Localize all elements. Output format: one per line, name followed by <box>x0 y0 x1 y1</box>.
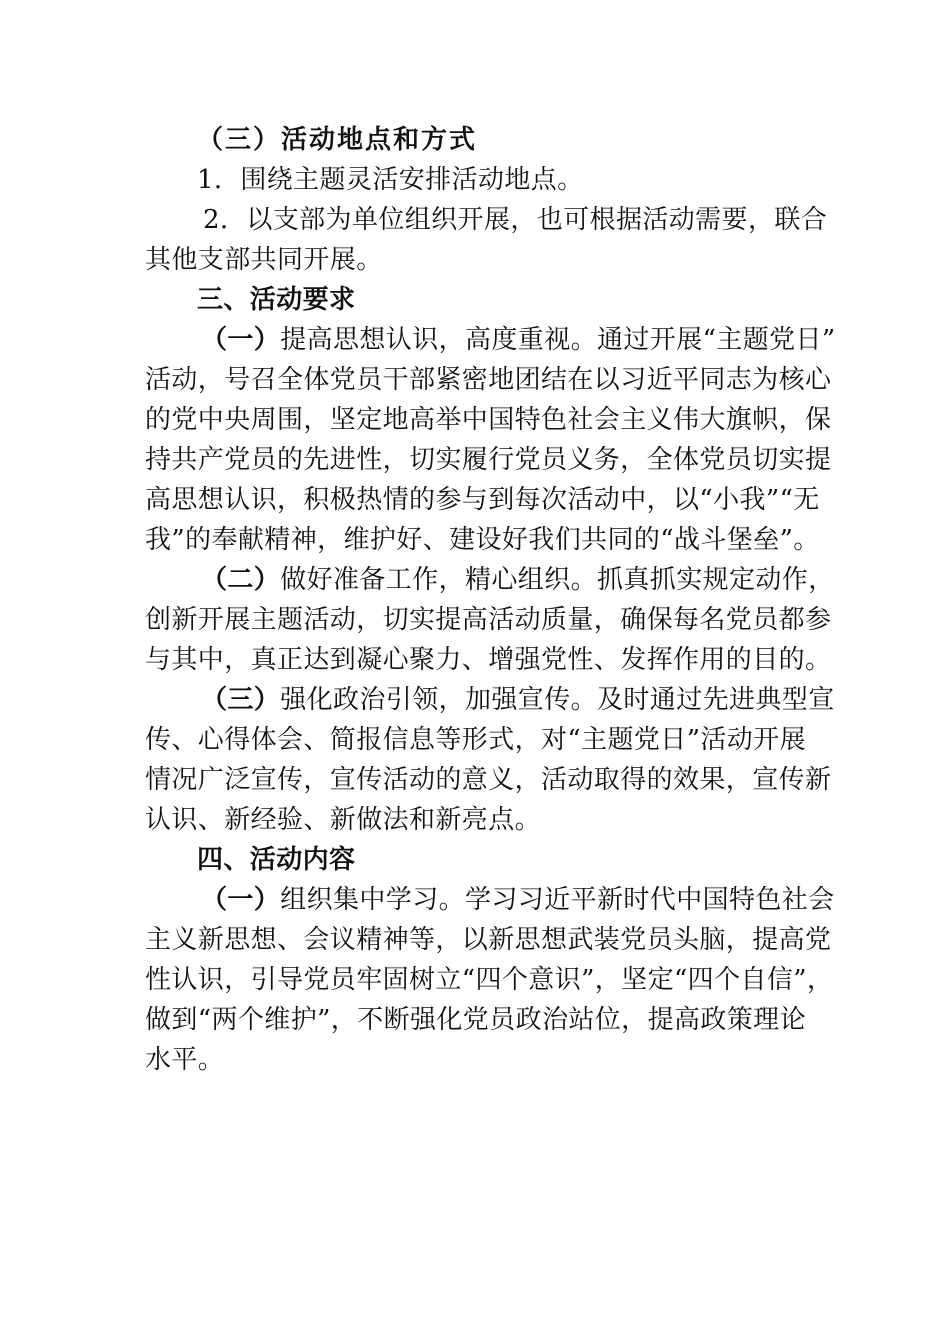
requirement-3-lead: （三） <box>201 685 281 715</box>
section-3-item-1: 1．围绕主题灵活安排活动地点。 <box>197 165 584 195</box>
requirement-3-line-1 <box>145 680 835 720</box>
document-body <box>145 120 836 1080</box>
requirement-3-line-4: 认识、新经验、新做法和新亮点。 <box>145 805 542 835</box>
content-1-line-5: 水平。 <box>145 1045 225 1075</box>
section-3-item-2-line-1: 2．以支部为单位组织开展，也可根据活动需要，联合 <box>203 205 828 235</box>
part-4-heading: 四、活动内容 <box>197 845 356 875</box>
requirement-1-line-4: 持共产党员的先进性，切实履行党员义务，全体党员切实提 <box>145 445 832 475</box>
part-3-heading: 三、活动要求 <box>197 285 356 315</box>
requirement-2-line-2: 创新开展主题活动，切实提高活动质量，确保每名党员都参 <box>145 605 832 635</box>
requirement-2-line-3: 与其中，真正达到凝心聚力、增强党性、发挥作用的目的。 <box>145 645 832 675</box>
requirement-2-line-1 <box>145 560 835 600</box>
content-1-line-4: 做到“两个维护”，不断强化党员政治站位，提高政策理论 <box>145 1005 806 1035</box>
content-1-line-2: 主义新思想、会议精神等，以新思想武装党员头脑，提高党 <box>145 925 832 955</box>
content-1-lead: （一） <box>201 885 281 915</box>
requirement-2-lead: （二） <box>201 565 281 595</box>
requirement-1-text: 提高思想认识，高度重视。通过开展“主题党日” <box>280 325 836 355</box>
requirement-3-text: 强化政治引领，加强宣传。及时通过先进典型宣 <box>280 685 835 715</box>
requirement-3-line-2: 传、心得体会、简报信息等形式，对“主题党日”活动开展 <box>145 725 806 755</box>
requirement-1-line-6: 我”的奉献精神，维护好、建设好我们共同的“战斗堡垒”。 <box>145 525 820 555</box>
content-1-text: 组织集中学习。学习习近平新时代中国特色社会 <box>280 885 835 915</box>
content-1-line-3: 性认识，引导党员牢固树立“四个意识”，坚定“四个自信”， <box>145 965 834 995</box>
requirement-2-text: 做好准备工作，精心组织。抓真抓实规定动作， <box>280 565 835 595</box>
content-1-line-1 <box>145 880 835 920</box>
requirement-1-line-3: 的党中央周围，坚定地高举中国特色社会主义伟大旗帜，保 <box>145 405 832 435</box>
requirement-1-lead: （一） <box>201 325 281 355</box>
section-3-heading: （三）活动地点和方式 <box>197 125 478 155</box>
section-3-item-2-line-2: 其他支部共同开展。 <box>145 245 383 275</box>
requirement-1-line-5: 高思想认识，积极热情的参与到每次活动中，以“小我”“无 <box>145 485 820 515</box>
requirement-1-line-2: 活动，号召全体党员干部紧密地团结在以习近平同志为核心 <box>145 365 832 395</box>
requirement-1-line-1 <box>145 320 836 360</box>
requirement-3-line-3: 情况广泛宣传，宣传活动的意义，活动取得的效果，宣传新 <box>145 765 832 795</box>
